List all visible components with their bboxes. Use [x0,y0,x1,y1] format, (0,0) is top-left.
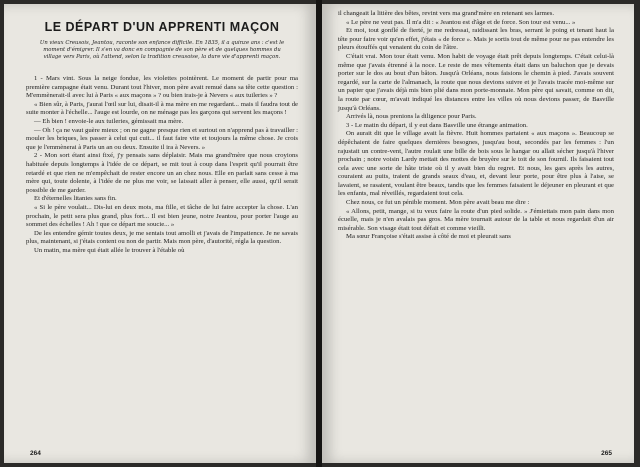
paragraph: On aurait dit que le village avait la fièvre. Huit hommes partaient « aux maçons ». Beaucoup se dépêchaient de faire quelques dernières besognes, jusqu'au bout, secondés par les femmes : l'un rajustait un contre-vent, l'autre roulait une bille de bois sous le hangar ou allait sécher jusqu'à l'hiver prochain ; notre voisin Lardy mettait des mottes de bruyère sur le toit de son fournil. Ils faisaient tout cela avec une sorte de hâte triste où il y avait bien du regret. Et nous, les gars après les autres, couraient au puits, traient de grands seaux d'eau, et, devant leur porte, pour être plus à l'aise, se lavaient, se rasaient, voulant être beaux, tandis que les femmes faisaient le déjeuner en pleurant et que les enfants, mal réveillés, regardaient tout cela. [338,130,614,198]
paragraph: Un matin, ma mère qui était allée le trouver à l'étable où [34,246,185,254]
paragraph: Et d'éternelles litanies sans fin. [34,195,117,203]
page-number: 265 [601,450,612,457]
paragraph: 1 - Mars vint. Sous la neige fondue, les violettes pointèrent. Le moment de partir pour ma première campagne était venu. Durant tout l'hiver, mon père avait remué dans sa tête cette question : M'emmènerait-il avec lui à Paris « aux maçons » ? ou bien irais-je à Nevers « aux tuileries » ? [26,75,298,100]
paragraph: il changeait la litière des bêtes, revint vers ma grand'mère en retenant ses larmes. [338,10,555,17]
paragraph: Arrivés là, nous prenions la diligence pour Paris. [346,113,477,121]
page-number: 264 [30,450,41,457]
paragraph: Et moi, tout gonflé de fierté, je me redressai, raidissant les bras, serrant le poing et tenant haut la tête pour faire voir qu'en effet, j'étais « de force ». Mais je sortis tout de même pour ne pas entendre les pleurs étouffés qui venaient du coin de l'âtre. [338,27,614,52]
paragraph: — Eh bien ! envoie-le aux tuileries, gémissait ma mère. [34,117,184,125]
paragraph: C'était vrai. Mon tour était venu. Mon habit de voyage était prêt depuis longtemps. C'était celui-là même que j'avais étrenné à la noce. Le reste de mes vêtements était dans un baluchon que je devais porter sur le dos au bout d'un bâton. Jusqu'à Orléans, nous faisions le chemin à pied. J'avais souvent regardé, sur la carte de l'almanach, la route que nous devions suivre et je l'avais tracée moi-même sur un papier que j'avais déjà mis bien plié dans mon porte-monnaie. Mon père qui savait, comme on dit, la route par cœur, m'avait indiqué les distances entre les villes où nous devions passer, de Basville jusqu'à Orléans. [338,52,614,112]
paragraph: « Le père ne veut pas. Il m'a dit : « Jeantou est d'âge et de force. Son tour est venu... » [346,18,576,26]
paragraph: « Bien sûr, à Paris, j'aurai l'œil sur lui, disait-il à ma mère en me regardant... mais il faudra tout de suite monter à l'échelle... l'auge est lourde, on ne ménage pas les garçons qui servent les maçons ! [26,100,298,117]
paragraph: Ma sœur Françoise s'était assise à côté de moi et pleurait sans [346,233,511,241]
paragraph: — Oh ! ça ne vaut guère mieux ; on ne gagne presque rien et surtout on n'apprend pas à travailler : mouler les briques, les passer à celui qui cuit... il faut faire vite et toujours la même chose. Je crois que je l'emmènerai à Paris un an ou deux. Ensuite il ira à Nevers. » [26,126,298,151]
right-page [322,4,634,463]
chapter-intro: Un vieux Creusois, Jeantou, raconte son enfance difficile. En 1835, il a quinze ans : c'est le moment d'émigrer. Il s'en va donc en compagnie de son père et de quelques hommes du village vers Paris, où l'attend, selon la tradition creusoise, la dure vie d'apprenti maçon. [39,40,285,60]
paragraph: 2 - Mon sort étant ainsi fixé, j'y pensais sans déplaisir. Mais ma grand'mère que nous croyions habituée depuis longtemps à l'idée de ce départ, se mit tout à coup dans l'esprit qu'il pourrait être retardé et que rien ne m'empêchait de rester encore un an chez nous. Elle en parlait sans cesse à ma mère qui, toute dolente, à l'idée de ne plus me voir, se laissait aller à penser, elle aussi, qu'il serait possible de me garder. [26,152,298,194]
paragraph: « Allons, petit, mange, si tu veux faire la route d'un pied solide. » J'émiettais mon pain dans mon écuelle, mais je n'en avalais pas gros. Ma mère tournait autour de la table et nous regardait d'un air misérable. Son visage était tout défait et comme vieilli. [338,207,614,232]
paragraph: De les entendre gémir toutes deux, je me sentais tout amolli et j'avais de l'impatience. Je ne savais plus, maintenant, si j'étais content ou non de partir. Mais mon père, d'autorité, régla la question. [26,229,298,246]
paragraph: 3 - Le matin du départ, il y eut dans Basville une étrange animation. [346,121,528,129]
chapter-title: LE DÉPART D'UN APPRENTI MAÇON [44,20,280,34]
left-page [4,4,316,463]
paragraph: Chez nous, ce fut un pénible moment. Mon père avait beau me dire : [346,199,530,207]
paragraph: « Si le père voulait... Dis-lui en deux mots, ma fille, et tâche de lui faire accepter la chose. L'an prochain, le petit sera plus grand, plus fort... Il est bien jeune, notre Jeantou, pour porter l'auge au sommet des échelles ! Ah ! que ce départ me soucie... » [26,203,298,229]
